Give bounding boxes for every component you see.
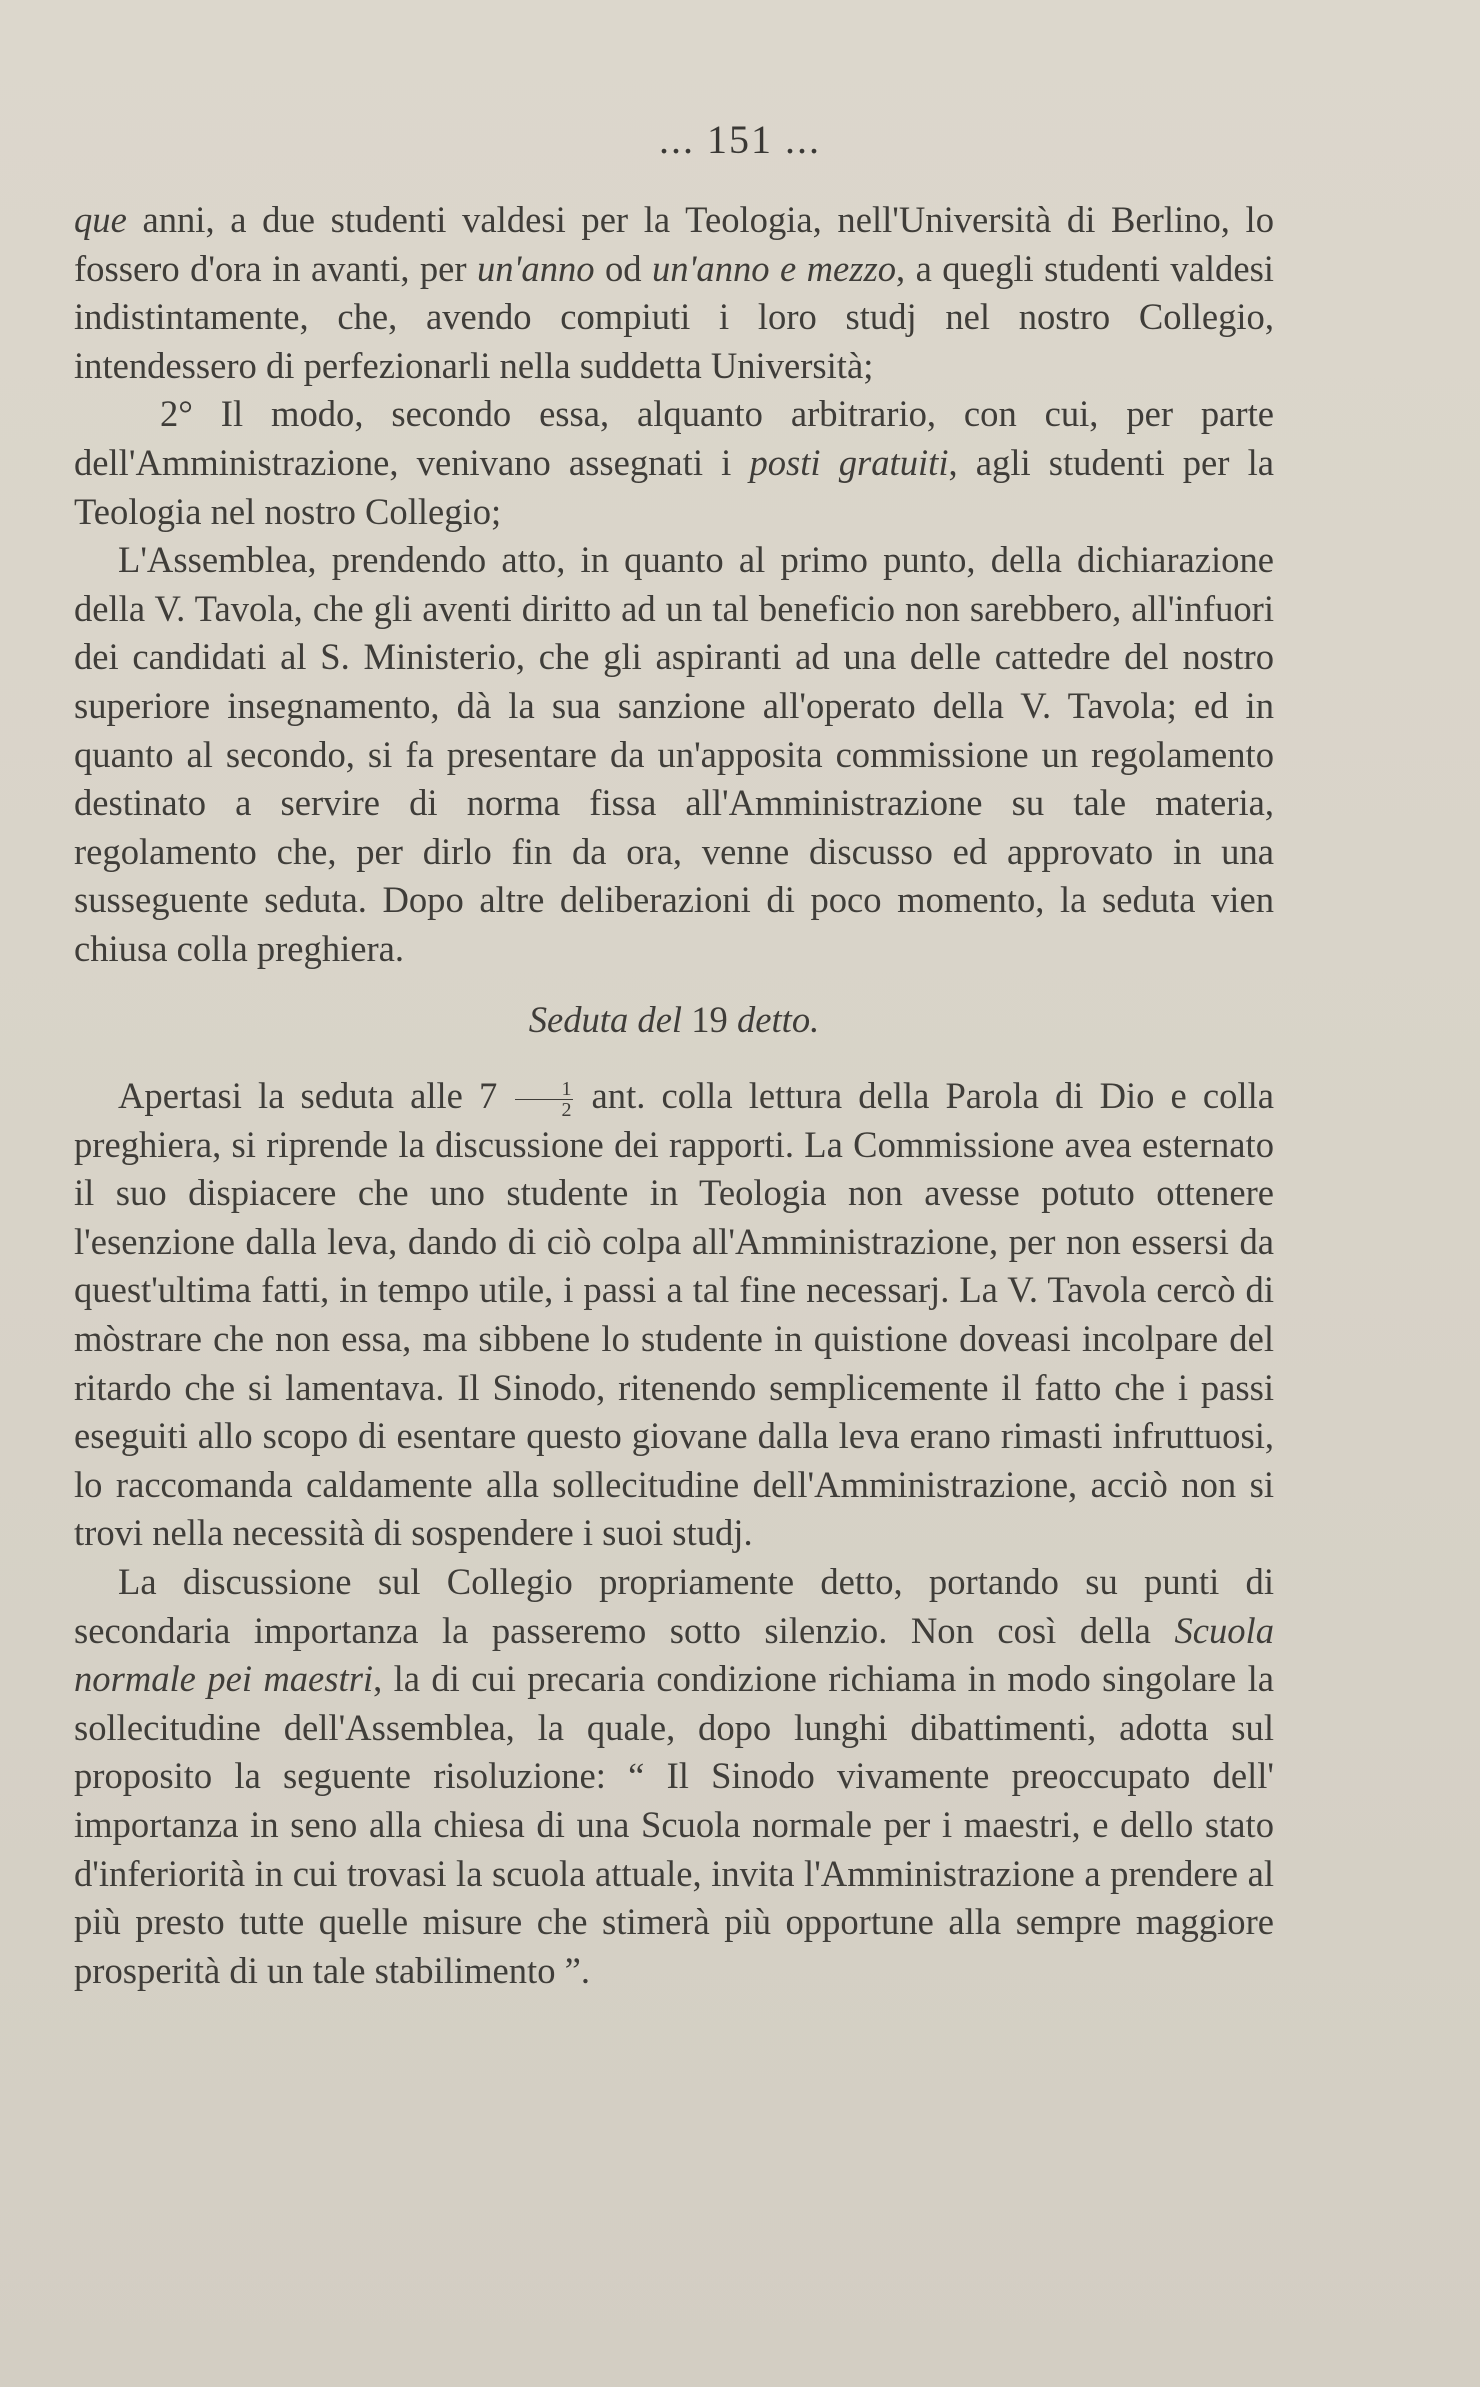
text-segment: un'anno e mezzo (652, 247, 897, 289)
heading-italic-post: detto. (736, 998, 820, 1040)
fraction-half (515, 1079, 573, 1120)
fraction-denominator: 2 (561, 1099, 572, 1122)
fraction-numerator: 1 (515, 1079, 573, 1100)
text-segment: , a quegli studenti valdesi indistintamente, che, avendo compiuti i loro studj nel nostro Collegio, intendessero di perfezionarli nella suddetta Università; (74, 247, 1274, 386)
text-segment: ant. colla lettura della Parola di Dio e colla preghiera, si riprende la discussione dei rapporti. La Commissione avea esternato il suo dispiacere che uno studente in Teologia non avesse potuto ottenere l'esenzione dalla leva, dando di ciò colpa all'Amministrazione, per non essersi da quest'ultima fatti, in tempo utile, i passi a tal fine necessarj. La V. Tavola cercò di mòstrare che non essa, ma sibbene lo studente in quistione doveasi incolpare del ritardo che si lamentava. Il Sinodo, ritenendo semplicemente il fatto che i passi eseguiti allo scopo di esentare questo giovane dalla leva erano rimasti infruttuosi, lo raccomanda caldamente alla sollecitudine dell'Amministrazione, acciò non si trovi nella necessità di sospendere i suoi studj. (74, 1075, 1274, 1554)
text-segment: od (594, 247, 652, 289)
text-segment: un'anno (477, 247, 595, 289)
text-segment: 2° Il modo, secondo essa, alquanto arbitrario, con cui, per parte dell'Amministrazione, venivano assegnati i (74, 393, 1274, 483)
page-number: ... 151 ... (659, 117, 821, 162)
text-segment: anni, a due studenti valdesi per la Teologia, nell'Università di Berlino, lo fossero d'ora in avanti, per (74, 199, 1274, 289)
text-segment: , agli studenti per la Teologia nel nostro Collegio; (74, 441, 1274, 532)
text-segment: que (74, 199, 127, 240)
page-body (74, 196, 1274, 1995)
heading-number: 19 (691, 998, 728, 1040)
text-segment: Apertasi la seduta alle 7 (118, 1075, 498, 1117)
text-segment: L'Assemblea, prendendo atto, in quanto al primo punto, della dichiarazione della V. Tavola, che gli aventi diritto ad un tal beneficio non sarebbero, all'infuori dei candidati al S. Ministerio, che gli aspiranti ad una delle cattedre del nostro superiore insegnamento, dà la sua sanzione all'operato della V. Tavola; ed in quanto al secondo, si fa presentare da un'apposita commissione un regolamento destinato a servire di norma fissa all'Amministrazione su tale materia, regolamento che, per dirlo fin da ora, venne discusso ed approvato in una susseguente seduta. Dopo altre deliberazioni di poco momento, la seduta vien chiusa colla preghiera. (74, 539, 1274, 969)
paragraph-1 (74, 196, 1274, 390)
paragraph-4 (74, 1072, 1274, 1558)
paragraph-2 (74, 390, 1274, 536)
heading-italic-pre: Seduta del (528, 998, 683, 1040)
text-segment: posti gratuiti (749, 441, 949, 483)
paragraph-3 (74, 536, 1274, 973)
section-heading (74, 996, 1274, 1045)
text-segment: La discussione sul Collegio propriamente detto, portando su punti di secondaria importanza la passeremo sotto silenzio. Non così della (74, 1561, 1274, 1651)
text-segment: Scuola normale pei maestri (74, 1609, 1274, 1700)
paragraph-5 (74, 1558, 1274, 1995)
text-segment: , la di cui precaria condizione richiama in modo singolare la sollecitudine dell'Assemblea, la quale, dopo lunghi dibattimenti, adotta sul proposito la seguente risoluzione: “ Il Sinodo vivamente preoccupato dell' importanza in seno alla chiesa di una Scuola normale per i maestri, e dello stato d'inferiorità in cui trovasi la scuola attuale, invita l'Amministrazione a prendere al più presto tutte quelle misure che stimerà più opportune alla sempre maggiore prosperità di un tale stabilimento ”. (74, 1658, 1274, 1991)
